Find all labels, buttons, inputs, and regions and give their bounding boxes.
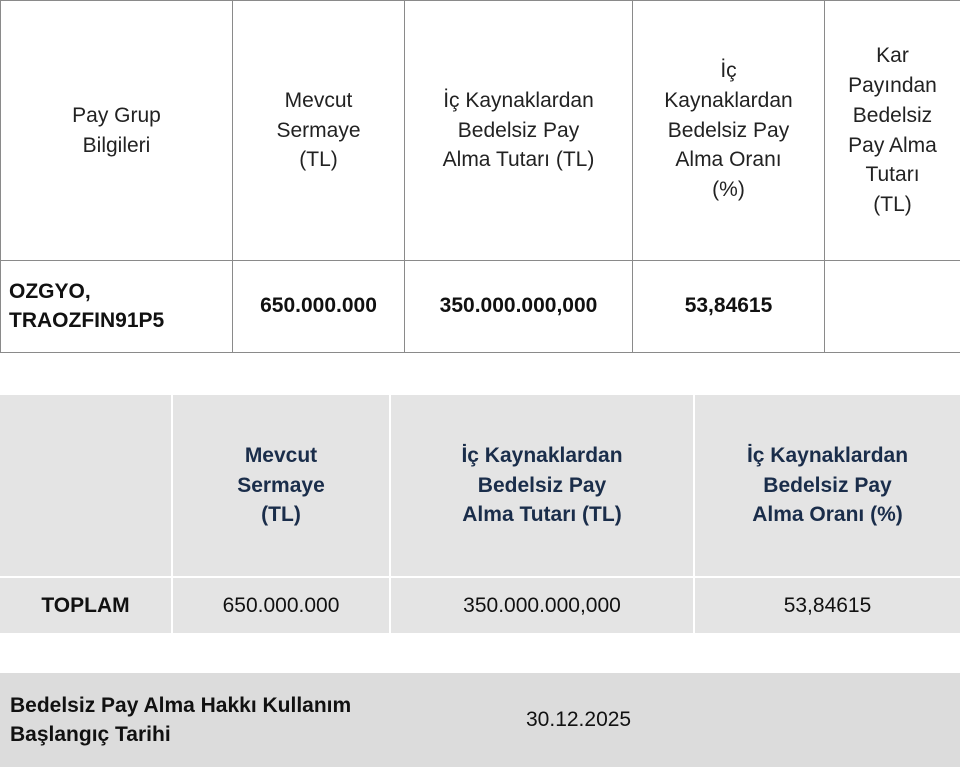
spacer-between-tables — [0, 353, 960, 395]
detail-table-header — [1, 1, 960, 261]
label-line: Bedelsiz Pay Alma Hakkı Kullanım — [10, 693, 352, 717]
cell-toplam-ic-kaynaklardan-tutar: 350.000.000,000 — [390, 577, 694, 633]
bedelsiz-pay-alma-baslangic-tarihi-row — [0, 673, 960, 767]
cell-toplam-label: TOPLAM — [0, 577, 172, 633]
header-line: Kaynaklardan — [664, 88, 793, 112]
header-line: Sermaye — [237, 473, 325, 497]
header-line: Sermaye — [276, 118, 361, 142]
cell-pay-grup-bilgileri — [1, 261, 233, 353]
header-line: Bilgileri — [82, 133, 151, 157]
totals-table — [0, 395, 960, 633]
header-line: Pay Alma — [848, 133, 937, 157]
header-line: Pay Grup — [72, 103, 161, 127]
date-row-label — [0, 681, 520, 760]
header-line: Mevcut — [284, 88, 353, 112]
header-line: Mevcut — [244, 443, 318, 467]
cell-mevcut-sermaye: 650.000.000 — [233, 261, 405, 353]
cell-ic-kaynaklardan-oran: 53,84615 — [633, 261, 825, 353]
share-group-detail-table — [0, 0, 960, 353]
cell-toplam-ic-kaynaklardan-oran: 53,84615 — [694, 577, 960, 633]
header-line: Alma Tutarı (TL) — [462, 503, 622, 527]
header-line: Tutarı — [865, 163, 920, 187]
header-line: İç Kaynaklardan — [443, 88, 594, 112]
header-line: (TL) — [261, 503, 301, 527]
header-line: Bedelsiz Pay — [477, 473, 607, 497]
group-line: TRAOZFIN91P5 — [9, 308, 165, 332]
header-line: Payından — [848, 73, 937, 97]
cell-kar-payindan-tutar — [825, 261, 960, 353]
header-line: İç Kaynaklardan — [746, 443, 909, 467]
header-pay-grup-bilgileri — [1, 1, 233, 261]
header-line: Alma Oranı (%) — [752, 503, 903, 527]
header-line: Bedelsiz — [852, 103, 933, 127]
header-line: (TL) — [873, 193, 912, 217]
header-line: İç — [720, 58, 737, 82]
group-line: OZGYO, — [9, 280, 91, 304]
header-line: Bedelsiz Pay — [667, 118, 790, 142]
date-row-value: 30.12.2025 — [526, 708, 632, 731]
cell-toplam-mevcut-sermaye: 650.000.000 — [172, 577, 390, 633]
header-line: İç Kaynaklardan — [461, 443, 623, 467]
header-kar-payindan-bedelsiz-pay-alma-tutari — [825, 1, 960, 261]
header-line: Bedelsiz Pay — [763, 473, 892, 497]
header-line: (TL) — [299, 148, 338, 172]
header-line: Alma Tutarı (TL) — [442, 148, 595, 172]
cell-ic-kaynaklardan-tutar: 350.000.000,000 — [405, 261, 633, 353]
detail-table-header-row — [1, 1, 960, 261]
totals-table-header — [0, 395, 960, 577]
totals-header-ic-kaynaklardan-tutar — [390, 395, 694, 577]
totals-header-mevcut-sermaye — [172, 395, 390, 577]
header-line: (%) — [712, 178, 745, 202]
header-mevcut-sermaye — [233, 1, 405, 261]
header-line: Alma Oranı — [675, 148, 782, 172]
table-row — [1, 261, 960, 353]
header-line: Bedelsiz Pay — [457, 118, 580, 142]
table-row — [0, 577, 960, 633]
totals-table-header-row — [0, 395, 960, 577]
totals-header-ic-kaynaklardan-oran — [694, 395, 960, 577]
spacer-before-date-row — [0, 633, 960, 673]
header-ic-kaynaklardan-bedelsiz-pay-alma-orani — [633, 1, 825, 261]
detail-table-body — [1, 261, 960, 353]
header-ic-kaynaklardan-bedelsiz-pay-alma-tutari — [405, 1, 633, 261]
totals-table-body — [0, 577, 960, 633]
header-line: Kar — [876, 44, 909, 68]
totals-header-blank — [0, 395, 172, 577]
label-line: Başlangıç Tarihi — [10, 723, 171, 746]
